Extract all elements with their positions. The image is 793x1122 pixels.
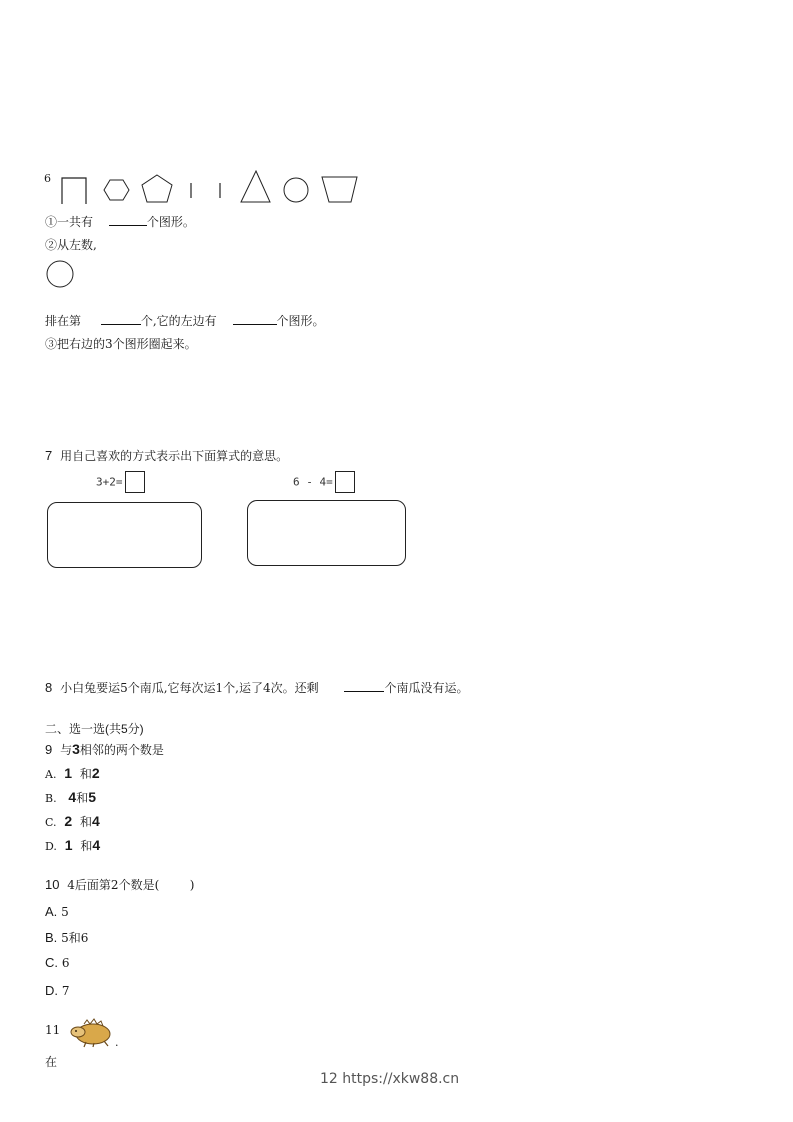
q7-text: 用自己喜欢的方式表示出下面算式的意思。 bbox=[60, 449, 289, 463]
option-label: A. bbox=[45, 904, 58, 919]
circle-icon bbox=[45, 259, 75, 289]
q6-part2-prefix: ②从左数, bbox=[45, 238, 97, 252]
q10-number: 10 bbox=[45, 877, 60, 892]
q9-prompt bbox=[45, 741, 164, 758]
q7-eq1-answer-box[interactable] bbox=[125, 471, 145, 493]
q9-text-bold: 3 bbox=[72, 741, 80, 757]
option-value-a: 1 bbox=[64, 765, 73, 781]
option-value: 7 bbox=[61, 984, 70, 998]
q9-option-d[interactable] bbox=[45, 837, 100, 855]
hexagon-shape bbox=[104, 180, 129, 200]
cartoon-animal-icon bbox=[68, 1018, 114, 1048]
q7-prompt bbox=[45, 448, 288, 464]
q10-option-c[interactable] bbox=[45, 955, 69, 971]
page-footer: 12 https://xkw88.cn bbox=[320, 1071, 460, 1087]
q8-number: 8 bbox=[45, 680, 53, 695]
option-label: A. bbox=[45, 768, 57, 781]
q9-text-suffix: 相邻的两个数是 bbox=[79, 743, 164, 757]
q6-part2-line-mid: 个,它的左边有 bbox=[140, 314, 217, 328]
q7-number: 7 bbox=[45, 448, 53, 463]
q6-part2-line bbox=[45, 312, 325, 329]
q7-eq2-answer-box[interactable] bbox=[335, 471, 355, 493]
option-label: C. bbox=[45, 816, 57, 829]
q10-option-b[interactable] bbox=[45, 930, 88, 946]
q10-option-a[interactable] bbox=[45, 904, 69, 920]
q7-equation-2 bbox=[293, 471, 355, 493]
option-value: 5和6 bbox=[61, 931, 89, 945]
option-label: D. bbox=[45, 983, 58, 998]
option-label: B. bbox=[45, 792, 57, 805]
option-sep: 和 bbox=[76, 791, 89, 805]
q7-drawing-area-1[interactable] bbox=[47, 502, 202, 568]
q6-number: 6 bbox=[44, 172, 51, 185]
q6-part1-answer-blank[interactable] bbox=[109, 213, 147, 226]
option-value-a: 4 bbox=[68, 789, 77, 805]
option-sep: 和 bbox=[80, 839, 93, 853]
option-label: D. bbox=[45, 840, 57, 853]
option-value-b: 4 bbox=[92, 837, 101, 853]
q11-prompt bbox=[45, 1022, 60, 1038]
circle-shape bbox=[284, 178, 308, 202]
q11-number: 11 bbox=[45, 1023, 61, 1037]
q9-number: 9 bbox=[45, 742, 53, 757]
q7-drawing-area-2[interactable] bbox=[247, 500, 406, 566]
option-sep: 和 bbox=[79, 815, 92, 829]
option-value: 5 bbox=[61, 905, 69, 919]
option-sep: 和 bbox=[79, 767, 92, 781]
q9-option-b[interactable] bbox=[45, 789, 96, 807]
q6-part2-line-prefix: 排在第 bbox=[45, 314, 82, 328]
q7-equation-1 bbox=[96, 471, 145, 493]
q7-eq1-text: 3+2= bbox=[96, 475, 123, 489]
q8-prompt bbox=[45, 679, 468, 696]
vertical-line-shape bbox=[191, 183, 220, 198]
q8-text-suffix: 个南瓜没有运。 bbox=[384, 681, 469, 695]
section-2-title: 二、选一选(共5分) bbox=[45, 722, 144, 736]
q7-eq2-text: 6 - 4= bbox=[293, 475, 333, 489]
q10-text: 4后面第2个数是( ) bbox=[67, 878, 195, 892]
q9-option-a[interactable] bbox=[45, 765, 100, 783]
triangle-shape bbox=[241, 171, 270, 202]
pentagon-shape bbox=[142, 175, 172, 202]
option-value-b: 4 bbox=[92, 813, 100, 829]
q10-option-d[interactable] bbox=[45, 983, 69, 999]
q6-shapes-row bbox=[58, 170, 363, 206]
q10-prompt bbox=[45, 877, 194, 893]
q9-option-c[interactable] bbox=[45, 813, 100, 831]
open-rectangle-shape bbox=[62, 178, 86, 204]
trapezoid-shape bbox=[322, 177, 357, 202]
q8-answer-blank[interactable] bbox=[344, 679, 384, 692]
q11-tail: . bbox=[115, 1036, 119, 1049]
option-value: 6 bbox=[61, 956, 70, 970]
option-value-a: 2 bbox=[64, 813, 73, 829]
option-label: B. bbox=[45, 930, 58, 945]
q6-part2 bbox=[45, 237, 97, 253]
option-value-b: 2 bbox=[91, 765, 100, 781]
option-label: C. bbox=[45, 955, 58, 970]
q6-part1 bbox=[45, 213, 195, 230]
q9-text-prefix: 与 bbox=[60, 743, 73, 757]
option-value-b: 5 bbox=[88, 789, 97, 805]
q6-left-count-blank[interactable] bbox=[233, 312, 277, 325]
q6-part2-line-suffix: 个图形。 bbox=[276, 314, 325, 328]
q6-part1-prefix: ①一共有 bbox=[45, 215, 94, 229]
option-value-a: 1 bbox=[64, 837, 73, 853]
q6-position-blank[interactable] bbox=[101, 312, 141, 325]
q6-part1-suffix: 个图形。 bbox=[146, 215, 195, 229]
q6-part3: ③把右边的3个图形圈起来。 bbox=[45, 337, 197, 351]
q8-text-prefix: 小白兔要运5个南瓜,它每次运1个,运了4次。还剩 bbox=[60, 681, 319, 695]
q11-next-line: 在 bbox=[45, 1055, 58, 1069]
